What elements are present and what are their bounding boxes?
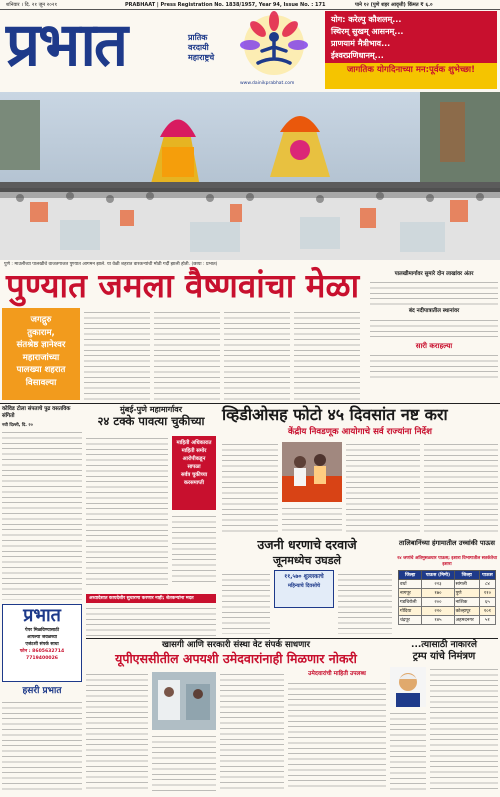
rainfall-table bbox=[398, 570, 496, 625]
registration-line: PRABHAAT | Press Registration No. 1838/1957, Year 94, Issue No. : 171 bbox=[125, 2, 326, 8]
lead-story-col-2 bbox=[154, 310, 220, 400]
video-story-headline: व्हिडीओसह फोटो ४५ दिवसांत नष्ट करा bbox=[222, 405, 448, 424]
table-cell: नागपूर bbox=[399, 589, 422, 598]
lead-photo bbox=[0, 92, 500, 260]
bottom-kicker: खासगी आणि सरकारी संस्था वेट संपर्क साधणार bbox=[162, 640, 310, 650]
table-cell: वर्धा bbox=[399, 580, 422, 589]
tagline-line-2: वरदायी bbox=[188, 43, 209, 52]
advert-line-4: फोन : 8605632714 bbox=[19, 649, 65, 654]
infobox-line-2: माहिती समोर bbox=[181, 448, 207, 454]
dam-story-headline: उजनी धरणाचे दरवाजे bbox=[257, 537, 357, 552]
highway-kicker: मुंबई-पुणे महामार्गावर bbox=[120, 405, 182, 414]
highway-headline: २४ टक्के पावत्या चुकीच्या bbox=[97, 414, 205, 428]
promo-line-4: ईश्वरप्रणिधानम्... bbox=[331, 51, 384, 60]
table-head-cell: पाऊस bbox=[479, 571, 495, 580]
promo-line-3: प्राणयामं मैत्रीभाव... bbox=[331, 39, 391, 48]
panel-line-6: विसावल्या bbox=[25, 377, 57, 388]
video-story-col-3 bbox=[346, 442, 420, 534]
table-row bbox=[399, 607, 496, 616]
video-story-photo bbox=[282, 442, 342, 502]
table-head-cell: जिल्हा bbox=[399, 571, 422, 580]
brief-body-1 bbox=[370, 280, 498, 306]
bottom-story-photo bbox=[152, 672, 216, 730]
panel-line-4: महाराजांच्या bbox=[22, 352, 60, 363]
highway-body bbox=[86, 436, 168, 586]
table-row bbox=[399, 616, 496, 625]
ordinance-body bbox=[86, 606, 216, 636]
infobox-line-5: सर्वत्र चुकीच्या bbox=[180, 472, 208, 478]
video-story-col-4 bbox=[424, 442, 498, 534]
table-cell: नाशिक bbox=[454, 598, 479, 607]
infobox-line-1: माहिती अधिकारात bbox=[176, 440, 212, 446]
tagline-line-3: महाराष्ट्रचे bbox=[188, 53, 215, 62]
brief-body-2 bbox=[370, 318, 498, 340]
panel-line-3: संतश्रेष्ठ ज्ञानेश्वर bbox=[16, 340, 66, 350]
table-cell: २२० bbox=[422, 607, 454, 616]
video-story-subhead: केंद्रीय निवडणूक आयोगाचे सर्व राज्यांना निर्देश bbox=[288, 427, 432, 437]
newspaper-logo: प्रभात bbox=[6, 10, 127, 80]
lead-story-col-1 bbox=[84, 310, 150, 400]
brief-body-3 bbox=[370, 353, 498, 379]
right-briefs bbox=[370, 272, 498, 400]
advert-logo: प्रभात bbox=[23, 605, 61, 626]
highway-infobox bbox=[172, 436, 216, 510]
stats-box-title-2: महिन्याचे दिवसोचे bbox=[287, 582, 321, 589]
rain-subhead: २४ जणांचे अतिमुसळधार पाऊस; इशारा विभागातील सतर्कतेचा इशारा bbox=[397, 556, 497, 567]
candidate-info-box bbox=[288, 672, 386, 792]
panel-line-5: पालख्या शहरात bbox=[16, 365, 66, 375]
top-strip bbox=[0, 0, 500, 10]
left-column-story bbox=[2, 406, 82, 601]
promo-line-1: योग: करेल्पु कौशलम्... bbox=[331, 15, 402, 24]
left-story-dateline: नवी दिल्ली, दि. २० bbox=[2, 423, 33, 428]
yoga-figure-icon bbox=[228, 11, 320, 81]
table-cell: पुणे bbox=[454, 589, 479, 598]
trump-body-1 bbox=[430, 667, 498, 793]
masthead bbox=[0, 11, 500, 89]
table-cell: गोंदिया bbox=[399, 607, 422, 616]
promo-lines bbox=[331, 14, 403, 62]
table-cell: १७० bbox=[422, 589, 454, 598]
lead-story-col-3 bbox=[224, 310, 290, 400]
date-line: शनिवार । दि. २१ जून २०२१ bbox=[6, 2, 58, 8]
trump-story bbox=[390, 641, 498, 793]
main-headline: पुण्यात जमला वैष्णवांचा मेळा bbox=[6, 266, 360, 305]
website-url[interactable]: www.dainikprabhat.com bbox=[240, 81, 295, 86]
subscription-advert[interactable] bbox=[2, 604, 82, 682]
panel-line-2: तुकाराम, bbox=[27, 327, 55, 338]
panel-line-1: जगद्गुरु bbox=[30, 315, 52, 325]
table-cell: २०० bbox=[422, 598, 454, 607]
stats-box-title: ११,५७० शुल्लकाचे bbox=[284, 574, 324, 580]
candidate-info-body bbox=[288, 681, 386, 791]
bottom-story-col-3 bbox=[220, 672, 284, 792]
trump-photo bbox=[390, 667, 426, 707]
bottom-divider bbox=[86, 638, 498, 639]
yoga-day-promo bbox=[325, 11, 497, 89]
table-cell: सांगली bbox=[454, 580, 479, 589]
bottom-story-col-1 bbox=[86, 672, 148, 792]
bottom-headline: यूपीएससीतील अपयशी उमेदवारांनाही मिळणार नोकरी bbox=[115, 651, 357, 666]
table-cell: १४५ bbox=[422, 616, 454, 625]
left-story-title: कोविड टोला संपताचे पुढ वसतविक संगितो bbox=[2, 406, 71, 419]
advert-line-2: आपल्या जवळच्या bbox=[27, 635, 57, 640]
ordinance-banner bbox=[86, 594, 216, 603]
lead-story-col-4 bbox=[294, 310, 360, 400]
table-row bbox=[399, 580, 496, 589]
highway-story bbox=[86, 406, 216, 591]
video-story-col-2 bbox=[282, 506, 342, 534]
rain-headline: तालिबानिंच्या हंगामातील उच्चांकी पाऊस bbox=[399, 539, 495, 547]
advert-line-5: 7719400026 bbox=[26, 656, 58, 661]
table-cell: चंद्रपूर bbox=[399, 616, 422, 625]
dam-story-headline-2: जूनमध्येच उघडले bbox=[272, 554, 342, 567]
promo-line-2: स्थिरम् सुखम् आसनम्... bbox=[331, 27, 404, 36]
advert-line-3: एजंटशी संपर्क साधा bbox=[25, 642, 59, 647]
table-cell: गडचिरोली bbox=[399, 598, 422, 607]
table-cell: २२३ bbox=[422, 580, 454, 589]
trump-headline: ट्रम्प यांचे निमंत्रण bbox=[412, 651, 476, 662]
photo-caption: पुणे : माउलीच्या पालखीचे वाजतगाजत पुण्यात आगमन झाले. या वेळी शहरात वारकऱ्यांची मोठी गर्दी झाली होती. (छाया : प्रभात) bbox=[4, 262, 218, 267]
promo-footer: जागतिक योगदिनाच्या मन:पूर्वक शुभेच्छा! bbox=[325, 63, 497, 89]
infobox-line-6: करसमाप्ती bbox=[184, 480, 204, 486]
brief-title-2: बंद नदीपात्रातील स्थानांवर bbox=[408, 308, 460, 315]
table-cell: कोल्हापूर bbox=[454, 607, 479, 616]
infobox-line-3: आरोपीकडून bbox=[182, 456, 206, 462]
highway-body-2 bbox=[172, 514, 216, 586]
rainfall-table-head bbox=[399, 571, 496, 580]
infobox-line-4: सापळा bbox=[187, 464, 201, 470]
brief-title-3: सारी कराहल्या bbox=[415, 341, 453, 350]
smile-corner-title: हसरी प्रभात bbox=[22, 686, 62, 696]
pages-price: पाने १२ (पुणे शहर आवृत्ती) किंमत ₹ ६.० bbox=[355, 2, 433, 8]
table-cell: ६५ bbox=[479, 598, 495, 607]
tagline-line-1: प्रातिक bbox=[188, 33, 208, 42]
table-cell: अहमदनगर bbox=[454, 616, 479, 625]
smile-corner-body bbox=[2, 700, 82, 792]
trump-body-2 bbox=[390, 711, 426, 793]
table-head-cell: जिल्हा bbox=[454, 571, 479, 580]
table-cell: १०१ bbox=[479, 607, 495, 616]
ordinance-banner-text: अध्यादेशात कायदेशीर सुधारणा करणार नाही; शेतकऱ्यांना मदत bbox=[89, 596, 194, 601]
table-cell: ११० bbox=[479, 589, 495, 598]
section-divider bbox=[0, 403, 500, 404]
table-cell: ८४ bbox=[479, 580, 495, 589]
trump-kicker: ...त्यासाठी नाकारले bbox=[411, 640, 477, 650]
table-row bbox=[399, 589, 496, 598]
candidate-info-title: उमेदवारांची माहिती उपलब्ध bbox=[308, 671, 366, 677]
video-story-col-1 bbox=[222, 442, 278, 534]
left-story-body bbox=[2, 430, 82, 600]
bottom-story-col-2 bbox=[152, 734, 216, 792]
advert-line-1: पेपर मिळविण्यासाठी bbox=[24, 628, 60, 633]
left-feature-panel bbox=[2, 308, 80, 400]
advert-lines bbox=[3, 627, 81, 662]
table-cell: ५१ bbox=[479, 616, 495, 625]
table-head-cell: पाऊस (मिमी) bbox=[422, 571, 454, 580]
table-row bbox=[399, 598, 496, 607]
brief-title-1: पालखीमार्गावर सुमारे दोन लाखांवर अंतर bbox=[394, 271, 474, 277]
